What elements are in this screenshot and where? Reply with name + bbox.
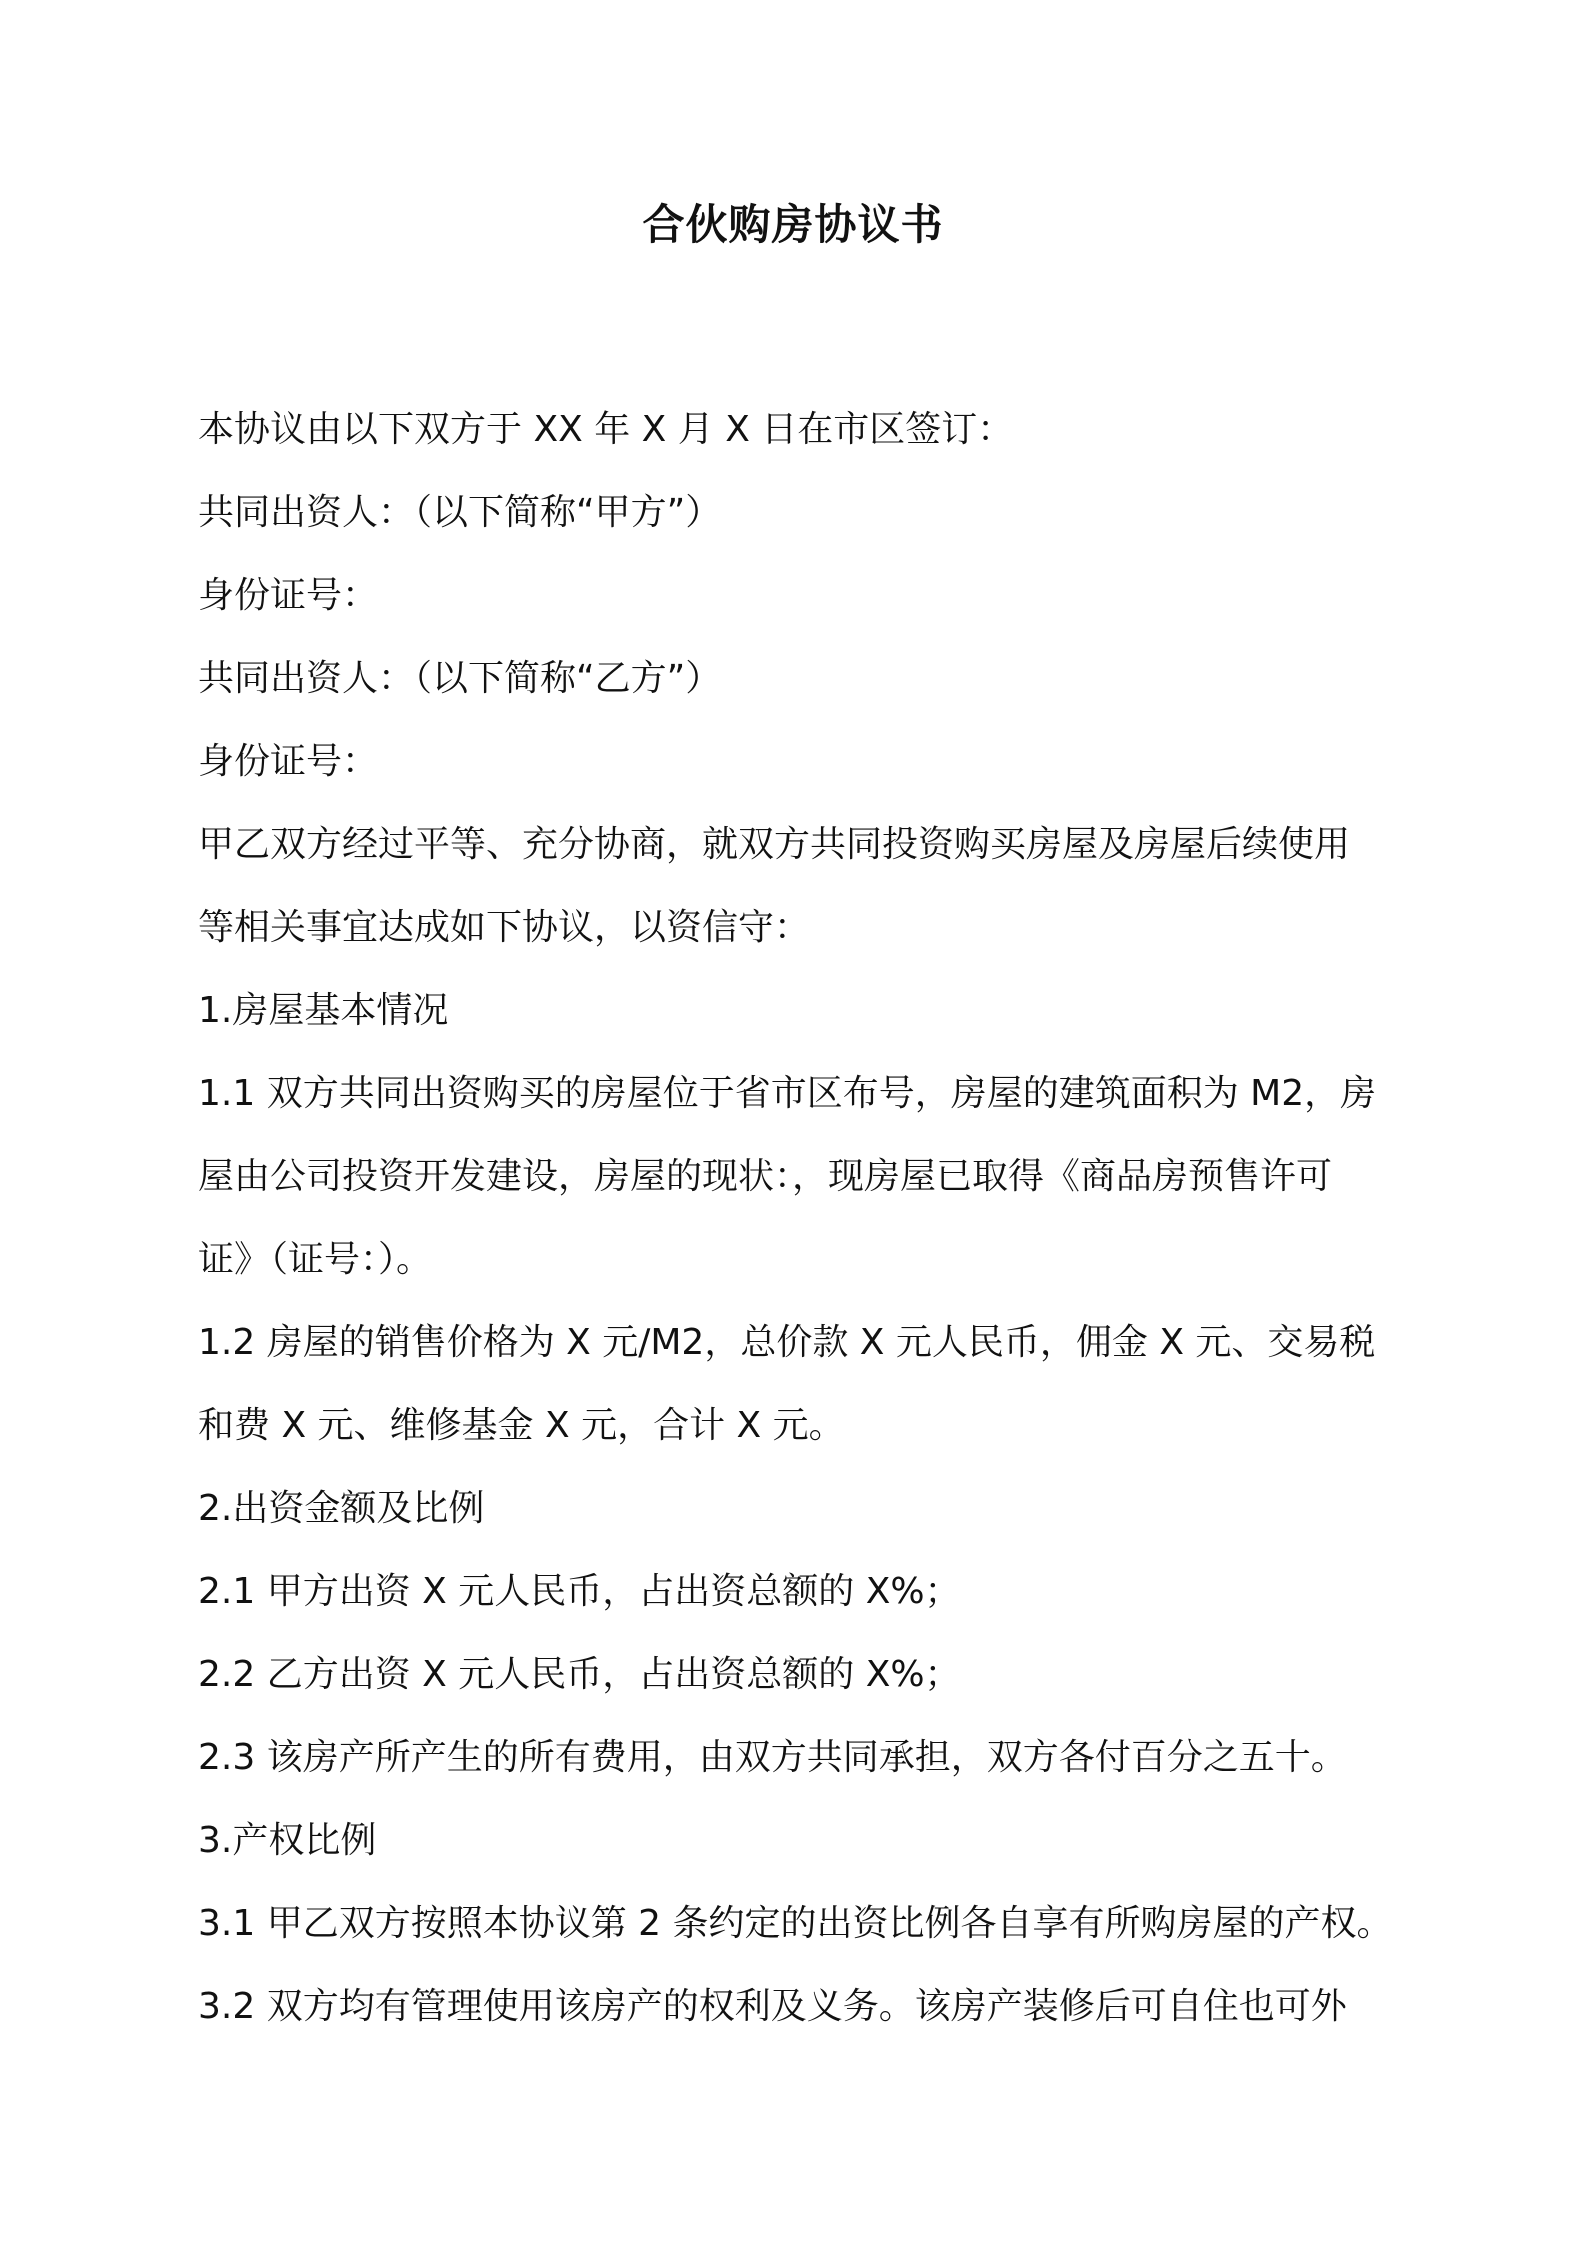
paragraph-line-preamble-2: 等相关事宜达成如下协议，以资信守： [198, 907, 811, 948]
document-title: 合伙购房协议书 [642, 200, 944, 249]
section-heading-1: 1.房屋基本情况 [198, 990, 449, 1031]
clause-1-2-line-1: 1.2 房屋的销售价格为 X 元/M2，总价款 X 元人民币，佣金 X 元、交易税 [198, 1322, 1376, 1363]
clause-1-1-line-3: 证》（证号：）。 [198, 1239, 433, 1280]
paragraph-line-party-a: 共同出资人：（以下简称“甲方”） [198, 492, 722, 533]
paragraph-line-party-a-id: 身份证号： [198, 575, 379, 616]
clause-1-1-line-1: 1.1 双方共同出资购买的房屋位于省市区布号，房屋的建筑面积为 M2，房 [198, 1073, 1377, 1114]
clause-1-2-line-2: 和费 X 元、维修基金 X 元，合计 X 元。 [198, 1405, 845, 1446]
paragraph-line-party-b-id: 身份证号： [198, 741, 379, 782]
clause-1-1-line-2: 屋由公司投资开发建设，房屋的现状：，现房屋已取得《商品房预售许可 [198, 1156, 1333, 1197]
document-body [198, 388, 1408, 2048]
paragraph-line-preamble-1: 甲乙双方经过平等、充分协商，就双方共同投资购买房屋及房屋后续使用 [198, 824, 1351, 865]
clause-2-1: 2.1 甲方出资 X 元人民币，占出资总额的 X%； [198, 1571, 961, 1612]
paragraph-line-signing: 本协议由以下双方于 XX 年 X 月 X 日在市区签订： [198, 409, 1014, 450]
clause-2-2: 2.2 乙方出资 X 元人民币，占出资总额的 X%； [198, 1654, 961, 1695]
clause-3-2: 3.2 双方均有管理使用该房产的权利及义务。该房产装修后可自住也可外 [198, 1986, 1347, 2027]
paragraph-line-party-b: 共同出资人：（以下简称“乙方”） [198, 658, 722, 699]
section-heading-2: 2.出资金额及比例 [198, 1488, 485, 1529]
section-heading-3: 3.产权比例 [198, 1820, 377, 1861]
clause-3-1: 3.1 甲乙双方按照本协议第 2 条约定的出资比例各自享有所购房屋的产权。 [198, 1903, 1393, 1944]
clause-2-3: 2.3 该房产所产生的所有费用，由双方共同承担，双方各付百分之五十。 [198, 1737, 1347, 1778]
